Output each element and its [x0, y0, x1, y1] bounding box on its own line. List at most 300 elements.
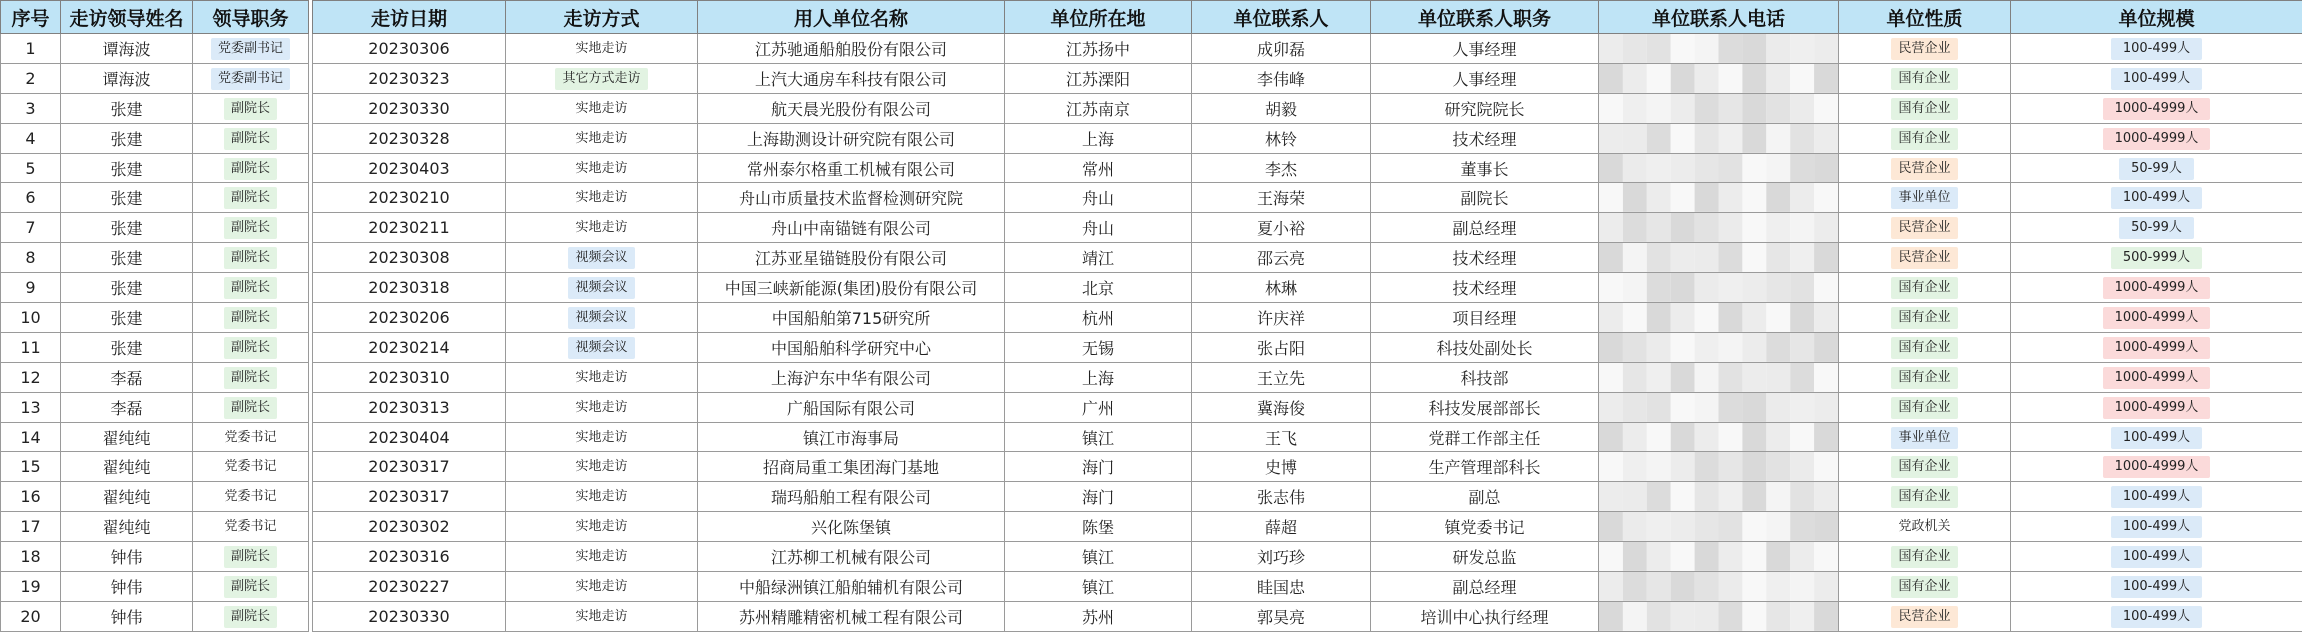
- redaction-mosaic: [1599, 452, 1838, 481]
- cell-unit-scale[interactable]: [2011, 542, 2302, 572]
- table-row[interactable]: [1, 572, 2302, 602]
- cell-contact[interactable]: 成卯磊: [1192, 34, 1371, 64]
- cell-contact[interactable]: 张占阳: [1192, 332, 1371, 362]
- title-tag: 党委书记: [217, 486, 283, 508]
- cell-serial[interactable]: 12: [1, 362, 61, 392]
- cell-visit-mode[interactable]: [506, 572, 698, 602]
- cell-leader-title[interactable]: [193, 482, 309, 512]
- cell-contact[interactable]: 王立先: [1192, 362, 1371, 392]
- scale-tag: 100-499人: [2111, 576, 2202, 598]
- cell-unit-location[interactable]: 上海: [1005, 123, 1192, 153]
- scale-tag: 100-499人: [2111, 187, 2202, 209]
- cell-leader-title[interactable]: [193, 392, 309, 422]
- cell-leader-name[interactable]: 谭海波: [61, 34, 193, 64]
- cell-leader-title[interactable]: [193, 243, 309, 273]
- cell-unit-nature[interactable]: [1839, 63, 2011, 93]
- header-unit-name[interactable]: 用人单位名称: [698, 1, 1005, 34]
- cell-contact[interactable]: 王飞: [1192, 422, 1371, 452]
- cell-serial[interactable]: 17: [1, 512, 61, 542]
- title-tag: 副院长: [224, 367, 277, 389]
- cell-contact-title[interactable]: 技术经理: [1371, 273, 1599, 303]
- table-row[interactable]: [1, 93, 2302, 123]
- mode-tag: 实地走访: [568, 367, 634, 389]
- cell-leader-title[interactable]: [193, 452, 309, 482]
- mode-tag: 实地走访: [568, 128, 634, 150]
- table-row[interactable]: [1, 482, 2302, 512]
- cell-contact-title[interactable]: 科技处副处长: [1371, 332, 1599, 362]
- cell-leader-name[interactable]: 钟伟: [61, 542, 193, 572]
- header-contact-phone[interactable]: 单位联系人电话: [1599, 1, 1839, 34]
- cell-serial[interactable]: 16: [1, 482, 61, 512]
- table-row[interactable]: [1, 63, 2302, 93]
- cell-unit-nature[interactable]: [1839, 303, 2011, 333]
- scale-tag: 50-99人: [2119, 217, 2194, 239]
- cell-unit-name[interactable]: 招商局重工集团海门基地: [698, 452, 1005, 482]
- header-visit-mode[interactable]: 走访方式: [506, 1, 698, 34]
- cell-unit-nature[interactable]: [1839, 392, 2011, 422]
- scale-tag: 1000-4999人: [2103, 128, 2211, 150]
- cell-unit-location[interactable]: 上海: [1005, 362, 1192, 392]
- cell-contact-title[interactable]: 党群工作部主任: [1371, 422, 1599, 452]
- title-tag: 副院长: [224, 247, 277, 269]
- cell-leader-title[interactable]: [193, 273, 309, 303]
- cell-unit-location[interactable]: 江苏南京: [1005, 93, 1192, 123]
- cell-unit-nature[interactable]: [1839, 273, 2011, 303]
- cell-serial[interactable]: 18: [1, 542, 61, 572]
- cell-visit-mode[interactable]: [506, 243, 698, 273]
- cell-unit-name[interactable]: 瑞玛船舶工程有限公司: [698, 482, 1005, 512]
- cell-contact[interactable]: 薛超: [1192, 512, 1371, 542]
- cell-visit-date[interactable]: 20230313: [313, 392, 506, 422]
- cell-visit-date[interactable]: 20230317: [313, 482, 506, 512]
- cell-serial[interactable]: 9: [1, 273, 61, 303]
- redaction-mosaic: [1599, 154, 1838, 183]
- cell-unit-nature[interactable]: [1839, 332, 2011, 362]
- table-row[interactable]: [1, 512, 2302, 542]
- cell-unit-scale[interactable]: [2011, 332, 2302, 362]
- cell-unit-location[interactable]: 苏州: [1005, 601, 1192, 631]
- cell-leader-name[interactable]: 张建: [61, 183, 193, 213]
- cell-visit-date[interactable]: 20230330: [313, 601, 506, 631]
- cell-visit-mode[interactable]: [506, 34, 698, 64]
- cell-contact-phone-redacted: [1599, 63, 1839, 93]
- cell-unit-name[interactable]: 兴化陈堡镇: [698, 512, 1005, 542]
- title-tag: 副院长: [224, 576, 277, 598]
- cell-unit-scale[interactable]: [2011, 63, 2302, 93]
- table-row[interactable]: [1, 362, 2302, 392]
- cell-unit-nature[interactable]: [1839, 243, 2011, 273]
- cell-visit-date[interactable]: 20230206: [313, 303, 506, 333]
- cell-leader-title[interactable]: [193, 93, 309, 123]
- cell-unit-location[interactable]: 镇江: [1005, 422, 1192, 452]
- cell-unit-scale[interactable]: [2011, 452, 2302, 482]
- header-contact[interactable]: 单位联系人: [1192, 1, 1371, 34]
- cell-leader-title[interactable]: [193, 332, 309, 362]
- cell-unit-location[interactable]: 海门: [1005, 452, 1192, 482]
- cell-visit-mode[interactable]: [506, 63, 698, 93]
- cell-contact-title[interactable]: 副总经理: [1371, 572, 1599, 602]
- cell-unit-location[interactable]: 常州: [1005, 153, 1192, 183]
- cell-unit-name[interactable]: 江苏柳工机械有限公司: [698, 542, 1005, 572]
- cell-unit-location[interactable]: 陈堡: [1005, 512, 1192, 542]
- cell-serial[interactable]: 4: [1, 123, 61, 153]
- cell-visit-date[interactable]: 20230227: [313, 572, 506, 602]
- cell-unit-nature[interactable]: [1839, 213, 2011, 243]
- cell-unit-nature[interactable]: [1839, 512, 2011, 542]
- cell-visit-mode[interactable]: [506, 422, 698, 452]
- cell-unit-location[interactable]: 江苏溧阳: [1005, 63, 1192, 93]
- cell-serial[interactable]: 20: [1, 601, 61, 631]
- header-visit-date[interactable]: 走访日期: [313, 1, 506, 34]
- mode-tag: 实地走访: [568, 456, 634, 478]
- table-row[interactable]: [1, 213, 2302, 243]
- title-tag: 党委书记: [217, 456, 283, 478]
- cell-leader-title[interactable]: [193, 34, 309, 64]
- cell-visit-mode[interactable]: [506, 512, 698, 542]
- cell-contact[interactable]: 林琳: [1192, 273, 1371, 303]
- cell-contact[interactable]: 李伟峰: [1192, 63, 1371, 93]
- cell-leader-title[interactable]: [193, 183, 309, 213]
- cell-unit-scale[interactable]: [2011, 572, 2302, 602]
- cell-leader-name[interactable]: 张建: [61, 243, 193, 273]
- nature-tag: 国有企业: [1891, 307, 1957, 329]
- cell-leader-name[interactable]: 李磊: [61, 392, 193, 422]
- cell-unit-scale[interactable]: [2011, 422, 2302, 452]
- cell-serial[interactable]: 6: [1, 183, 61, 213]
- table-row[interactable]: [1, 183, 2302, 213]
- mode-tag: 视频会议: [568, 307, 634, 329]
- cell-unit-scale[interactable]: [2011, 601, 2302, 631]
- cell-unit-nature[interactable]: [1839, 542, 2011, 572]
- cell-contact[interactable]: 林铃: [1192, 123, 1371, 153]
- cell-visit-date[interactable]: 20230310: [313, 362, 506, 392]
- cell-serial[interactable]: 3: [1, 93, 61, 123]
- cell-unit-name[interactable]: 上海沪东中华有限公司: [698, 362, 1005, 392]
- cell-contact[interactable]: 史博: [1192, 452, 1371, 482]
- cell-visit-date[interactable]: 20230211: [313, 213, 506, 243]
- nature-tag: 国有企业: [1891, 128, 1957, 150]
- cell-contact[interactable]: 张志伟: [1192, 482, 1371, 512]
- cell-visit-date[interactable]: 20230328: [313, 123, 506, 153]
- cell-unit-location[interactable]: 镇江: [1005, 542, 1192, 572]
- cell-unit-scale[interactable]: [2011, 482, 2302, 512]
- cell-contact[interactable]: 王海荣: [1192, 183, 1371, 213]
- table-body: [1, 34, 2302, 632]
- mode-tag: 实地走访: [568, 576, 634, 598]
- cell-unit-name[interactable]: 舟山市质量技术监督检测研究院: [698, 183, 1005, 213]
- table-row[interactable]: [1, 123, 2302, 153]
- table-row[interactable]: [1, 452, 2302, 482]
- cell-unit-name[interactable]: 航天晨光股份有限公司: [698, 93, 1005, 123]
- header-leader-title[interactable]: 领导职务: [193, 1, 309, 34]
- cell-contact-phone-redacted: [1599, 93, 1839, 123]
- scale-tag: 1000-4999人: [2103, 367, 2211, 389]
- cell-serial[interactable]: 7: [1, 213, 61, 243]
- cell-visit-mode[interactable]: [506, 303, 698, 333]
- cell-visit-mode[interactable]: [506, 392, 698, 422]
- header-unit-nature[interactable]: 单位性质: [1839, 1, 2011, 34]
- cell-contact[interactable]: 郭昊亮: [1192, 601, 1371, 631]
- nature-tag: 事业单位: [1891, 427, 1957, 449]
- cell-unit-nature[interactable]: [1839, 572, 2011, 602]
- cell-unit-scale[interactable]: [2011, 34, 2302, 64]
- scale-tag: 1000-4999人: [2103, 397, 2211, 419]
- table-row[interactable]: [1, 273, 2302, 303]
- cell-contact-title[interactable]: 项目经理: [1371, 303, 1599, 333]
- cell-unit-name[interactable]: 广船国际有限公司: [698, 392, 1005, 422]
- cell-visit-mode[interactable]: [506, 332, 698, 362]
- cell-unit-scale[interactable]: [2011, 153, 2302, 183]
- cell-unit-scale[interactable]: [2011, 512, 2302, 542]
- cell-visit-mode[interactable]: [506, 601, 698, 631]
- cell-contact[interactable]: 邵云亮: [1192, 243, 1371, 273]
- cell-unit-location[interactable]: 舟山: [1005, 213, 1192, 243]
- cell-contact[interactable]: 刘巧珍: [1192, 542, 1371, 572]
- table-row[interactable]: [1, 153, 2302, 183]
- cell-unit-scale[interactable]: [2011, 303, 2302, 333]
- cell-unit-name[interactable]: 上汽大通房车科技有限公司: [698, 63, 1005, 93]
- mode-tag: 实地走访: [568, 158, 634, 180]
- header-leader-name[interactable]: 走访领导姓名: [61, 1, 193, 34]
- cell-contact-title[interactable]: 生产管理部科长: [1371, 452, 1599, 482]
- cell-leader-title[interactable]: [193, 303, 309, 333]
- cell-leader-name[interactable]: 张建: [61, 213, 193, 243]
- cell-unit-scale[interactable]: [2011, 183, 2302, 213]
- cell-contact-phone-redacted: [1599, 452, 1839, 482]
- scale-tag: 1000-4999人: [2103, 307, 2211, 329]
- cell-unit-nature[interactable]: [1839, 183, 2011, 213]
- redaction-mosaic: [1599, 542, 1838, 571]
- cell-visit-date[interactable]: 20230302: [313, 512, 506, 542]
- table-row[interactable]: [1, 243, 2302, 273]
- cell-unit-name[interactable]: 中国船舶科学研究中心: [698, 332, 1005, 362]
- cell-unit-nature[interactable]: [1839, 34, 2011, 64]
- cell-contact-title[interactable]: 培训中心执行经理: [1371, 601, 1599, 631]
- header-unit-location[interactable]: 单位所在地: [1005, 1, 1192, 34]
- table-row[interactable]: [1, 542, 2302, 572]
- cell-leader-title[interactable]: [193, 512, 309, 542]
- cell-visit-mode[interactable]: [506, 542, 698, 572]
- cell-leader-title[interactable]: [193, 123, 309, 153]
- mode-tag: 视频会议: [568, 337, 634, 359]
- cell-visit-date[interactable]: 20230404: [313, 422, 506, 452]
- cell-unit-location[interactable]: 江苏扬中: [1005, 34, 1192, 64]
- cell-unit-scale[interactable]: [2011, 123, 2302, 153]
- cell-unit-location[interactable]: 杭州: [1005, 303, 1192, 333]
- cell-contact[interactable]: 胡毅: [1192, 93, 1371, 123]
- cell-serial[interactable]: 8: [1, 243, 61, 273]
- cell-leader-title[interactable]: [193, 213, 309, 243]
- title-tag: 副院长: [224, 277, 277, 299]
- cell-leader-name[interactable]: 钟伟: [61, 601, 193, 631]
- cell-visit-mode[interactable]: [506, 213, 698, 243]
- mode-tag: 实地走访: [568, 516, 634, 538]
- cell-leader-title[interactable]: [193, 153, 309, 183]
- nature-tag: 民营企业: [1891, 158, 1957, 180]
- table-row[interactable]: [1, 422, 2302, 452]
- cell-serial[interactable]: 10: [1, 303, 61, 333]
- cell-leader-title[interactable]: [193, 362, 309, 392]
- cell-unit-scale[interactable]: [2011, 213, 2302, 243]
- cell-unit-name[interactable]: 中国三峡新能源(集团)股份有限公司: [698, 273, 1005, 303]
- cell-visit-date[interactable]: 20230210: [313, 183, 506, 213]
- cell-contact-title[interactable]: 镇党委书记: [1371, 512, 1599, 542]
- title-tag: 副院长: [224, 307, 277, 329]
- cell-contact-title[interactable]: 科技部: [1371, 362, 1599, 392]
- nature-tag: 国有企业: [1891, 367, 1957, 389]
- cell-visit-date[interactable]: 20230323: [313, 63, 506, 93]
- cell-serial[interactable]: 2: [1, 63, 61, 93]
- cell-unit-name[interactable]: 苏州精雕精密机械工程有限公司: [698, 601, 1005, 631]
- cell-unit-nature[interactable]: [1839, 422, 2011, 452]
- cell-unit-name[interactable]: 江苏驰通船舶股份有限公司: [698, 34, 1005, 64]
- cell-unit-scale[interactable]: [2011, 93, 2302, 123]
- cell-unit-name[interactable]: 常州泰尔格重工机械有限公司: [698, 153, 1005, 183]
- cell-visit-mode[interactable]: [506, 123, 698, 153]
- cell-visit-mode[interactable]: [506, 183, 698, 213]
- cell-unit-name[interactable]: 江苏亚星锚链股份有限公司: [698, 243, 1005, 273]
- cell-contact-title[interactable]: 技术经理: [1371, 123, 1599, 153]
- cell-leader-name[interactable]: 张建: [61, 303, 193, 333]
- mode-tag: 实地走访: [568, 486, 634, 508]
- scale-tag: 100-499人: [2111, 427, 2202, 449]
- cell-serial[interactable]: 19: [1, 572, 61, 602]
- table-row[interactable]: [1, 34, 2302, 64]
- cell-contact-title[interactable]: 技术经理: [1371, 243, 1599, 273]
- cell-contact-title[interactable]: 研究院院长: [1371, 93, 1599, 123]
- cell-visit-mode[interactable]: [506, 153, 698, 183]
- cell-unit-location[interactable]: 舟山: [1005, 183, 1192, 213]
- cell-visit-mode[interactable]: [506, 362, 698, 392]
- redaction-mosaic: [1599, 94, 1838, 123]
- mode-tag: 实地走访: [568, 98, 634, 120]
- cell-unit-scale[interactable]: [2011, 243, 2302, 273]
- cell-leader-name[interactable]: 谭海波: [61, 63, 193, 93]
- cell-unit-name[interactable]: 镇江市海事局: [698, 422, 1005, 452]
- cell-unit-nature[interactable]: [1839, 123, 2011, 153]
- cell-unit-location[interactable]: 镇江: [1005, 572, 1192, 602]
- cell-leader-name[interactable]: 翟纯纯: [61, 512, 193, 542]
- cell-serial[interactable]: 15: [1, 452, 61, 482]
- cell-contact[interactable]: 眭国忠: [1192, 572, 1371, 602]
- cell-contact[interactable]: 李杰: [1192, 153, 1371, 183]
- cell-contact-title[interactable]: 研发总监: [1371, 542, 1599, 572]
- cell-leader-title[interactable]: [193, 63, 309, 93]
- cell-leader-name[interactable]: 张建: [61, 123, 193, 153]
- cell-contact-phone-redacted: [1599, 332, 1839, 362]
- cell-unit-nature[interactable]: [1839, 362, 2011, 392]
- cell-contact-title[interactable]: 人事经理: [1371, 34, 1599, 64]
- cell-leader-title[interactable]: [193, 601, 309, 631]
- cell-unit-location[interactable]: 无锡: [1005, 332, 1192, 362]
- cell-unit-scale[interactable]: [2011, 273, 2302, 303]
- table-row[interactable]: [1, 601, 2302, 631]
- cell-leader-name[interactable]: 张建: [61, 273, 193, 303]
- cell-contact-phone-redacted: [1599, 392, 1839, 422]
- cell-leader-name[interactable]: 张建: [61, 332, 193, 362]
- cell-contact-title[interactable]: 科技发展部部长: [1371, 392, 1599, 422]
- table-row[interactable]: [1, 392, 2302, 422]
- cell-contact-title[interactable]: 副总经理: [1371, 213, 1599, 243]
- cell-unit-nature[interactable]: [1839, 482, 2011, 512]
- cell-unit-nature[interactable]: [1839, 601, 2011, 631]
- cell-leader-title[interactable]: [193, 542, 309, 572]
- cell-visit-date[interactable]: 20230317: [313, 452, 506, 482]
- cell-leader-name[interactable]: 翟纯纯: [61, 422, 193, 452]
- table-row[interactable]: [1, 332, 2302, 362]
- cell-unit-name[interactable]: 上海勘测设计研究院有限公司: [698, 123, 1005, 153]
- cell-contact-title[interactable]: 董事长: [1371, 153, 1599, 183]
- scale-tag: 500-999人: [2111, 247, 2202, 269]
- title-tag: 党委副书记: [211, 68, 290, 90]
- cell-unit-name[interactable]: 中国船舶第715研究所: [698, 303, 1005, 333]
- cell-contact-title[interactable]: 人事经理: [1371, 63, 1599, 93]
- cell-leader-title[interactable]: [193, 572, 309, 602]
- cell-visit-date[interactable]: 20230308: [313, 243, 506, 273]
- cell-contact-title[interactable]: 副院长: [1371, 183, 1599, 213]
- cell-unit-location[interactable]: 靖江: [1005, 243, 1192, 273]
- cell-visit-date[interactable]: 20230316: [313, 542, 506, 572]
- cell-leader-name[interactable]: 翟纯纯: [61, 452, 193, 482]
- header-unit-scale[interactable]: 单位规模: [2011, 1, 2302, 34]
- cell-contact-phone-redacted: [1599, 183, 1839, 213]
- cell-serial[interactable]: 5: [1, 153, 61, 183]
- cell-serial[interactable]: 13: [1, 392, 61, 422]
- cell-serial[interactable]: 11: [1, 332, 61, 362]
- cell-visit-mode[interactable]: [506, 482, 698, 512]
- cell-visit-date[interactable]: 20230214: [313, 332, 506, 362]
- cell-contact[interactable]: 夏小裕: [1192, 213, 1371, 243]
- cell-contact[interactable]: 冀海俊: [1192, 392, 1371, 422]
- redaction-mosaic: [1599, 34, 1838, 63]
- cell-unit-nature[interactable]: [1839, 93, 2011, 123]
- cell-visit-mode[interactable]: [506, 93, 698, 123]
- cell-serial[interactable]: 1: [1, 34, 61, 64]
- cell-contact-title[interactable]: 副总: [1371, 482, 1599, 512]
- cell-contact-phone-redacted: [1599, 213, 1839, 243]
- cell-leader-name[interactable]: 李磊: [61, 362, 193, 392]
- cell-leader-name[interactable]: 张建: [61, 153, 193, 183]
- cell-visit-mode[interactable]: [506, 273, 698, 303]
- cell-unit-scale[interactable]: [2011, 392, 2302, 422]
- cell-unit-nature[interactable]: [1839, 452, 2011, 482]
- cell-unit-nature[interactable]: [1839, 153, 2011, 183]
- header-serial[interactable]: 序号: [1, 1, 61, 34]
- cell-visit-date[interactable]: 20230403: [313, 153, 506, 183]
- title-tag: 副院长: [224, 217, 277, 239]
- table-row[interactable]: [1, 303, 2302, 333]
- header-contact-title[interactable]: 单位联系人职务: [1371, 1, 1599, 34]
- cell-contact[interactable]: 许庆祥: [1192, 303, 1371, 333]
- cell-leader-name[interactable]: 钟伟: [61, 572, 193, 602]
- cell-unit-scale[interactable]: [2011, 362, 2302, 392]
- cell-unit-location[interactable]: 广州: [1005, 392, 1192, 422]
- cell-unit-name[interactable]: 中船绿洲镇江船舶辅机有限公司: [698, 572, 1005, 602]
- cell-leader-name[interactable]: 张建: [61, 93, 193, 123]
- cell-unit-location[interactable]: 海门: [1005, 482, 1192, 512]
- cell-visit-mode[interactable]: [506, 452, 698, 482]
- cell-visit-date[interactable]: 20230306: [313, 34, 506, 64]
- cell-leader-name[interactable]: 翟纯纯: [61, 482, 193, 512]
- cell-visit-date[interactable]: 20230318: [313, 273, 506, 303]
- scale-tag: 100-499人: [2111, 606, 2202, 628]
- cell-leader-title[interactable]: [193, 422, 309, 452]
- cell-contact-phone-redacted: [1599, 34, 1839, 64]
- cell-visit-date[interactable]: 20230330: [313, 93, 506, 123]
- cell-unit-location[interactable]: 北京: [1005, 273, 1192, 303]
- cell-unit-name[interactable]: 舟山中南锚链有限公司: [698, 213, 1005, 243]
- cell-serial[interactable]: 14: [1, 422, 61, 452]
